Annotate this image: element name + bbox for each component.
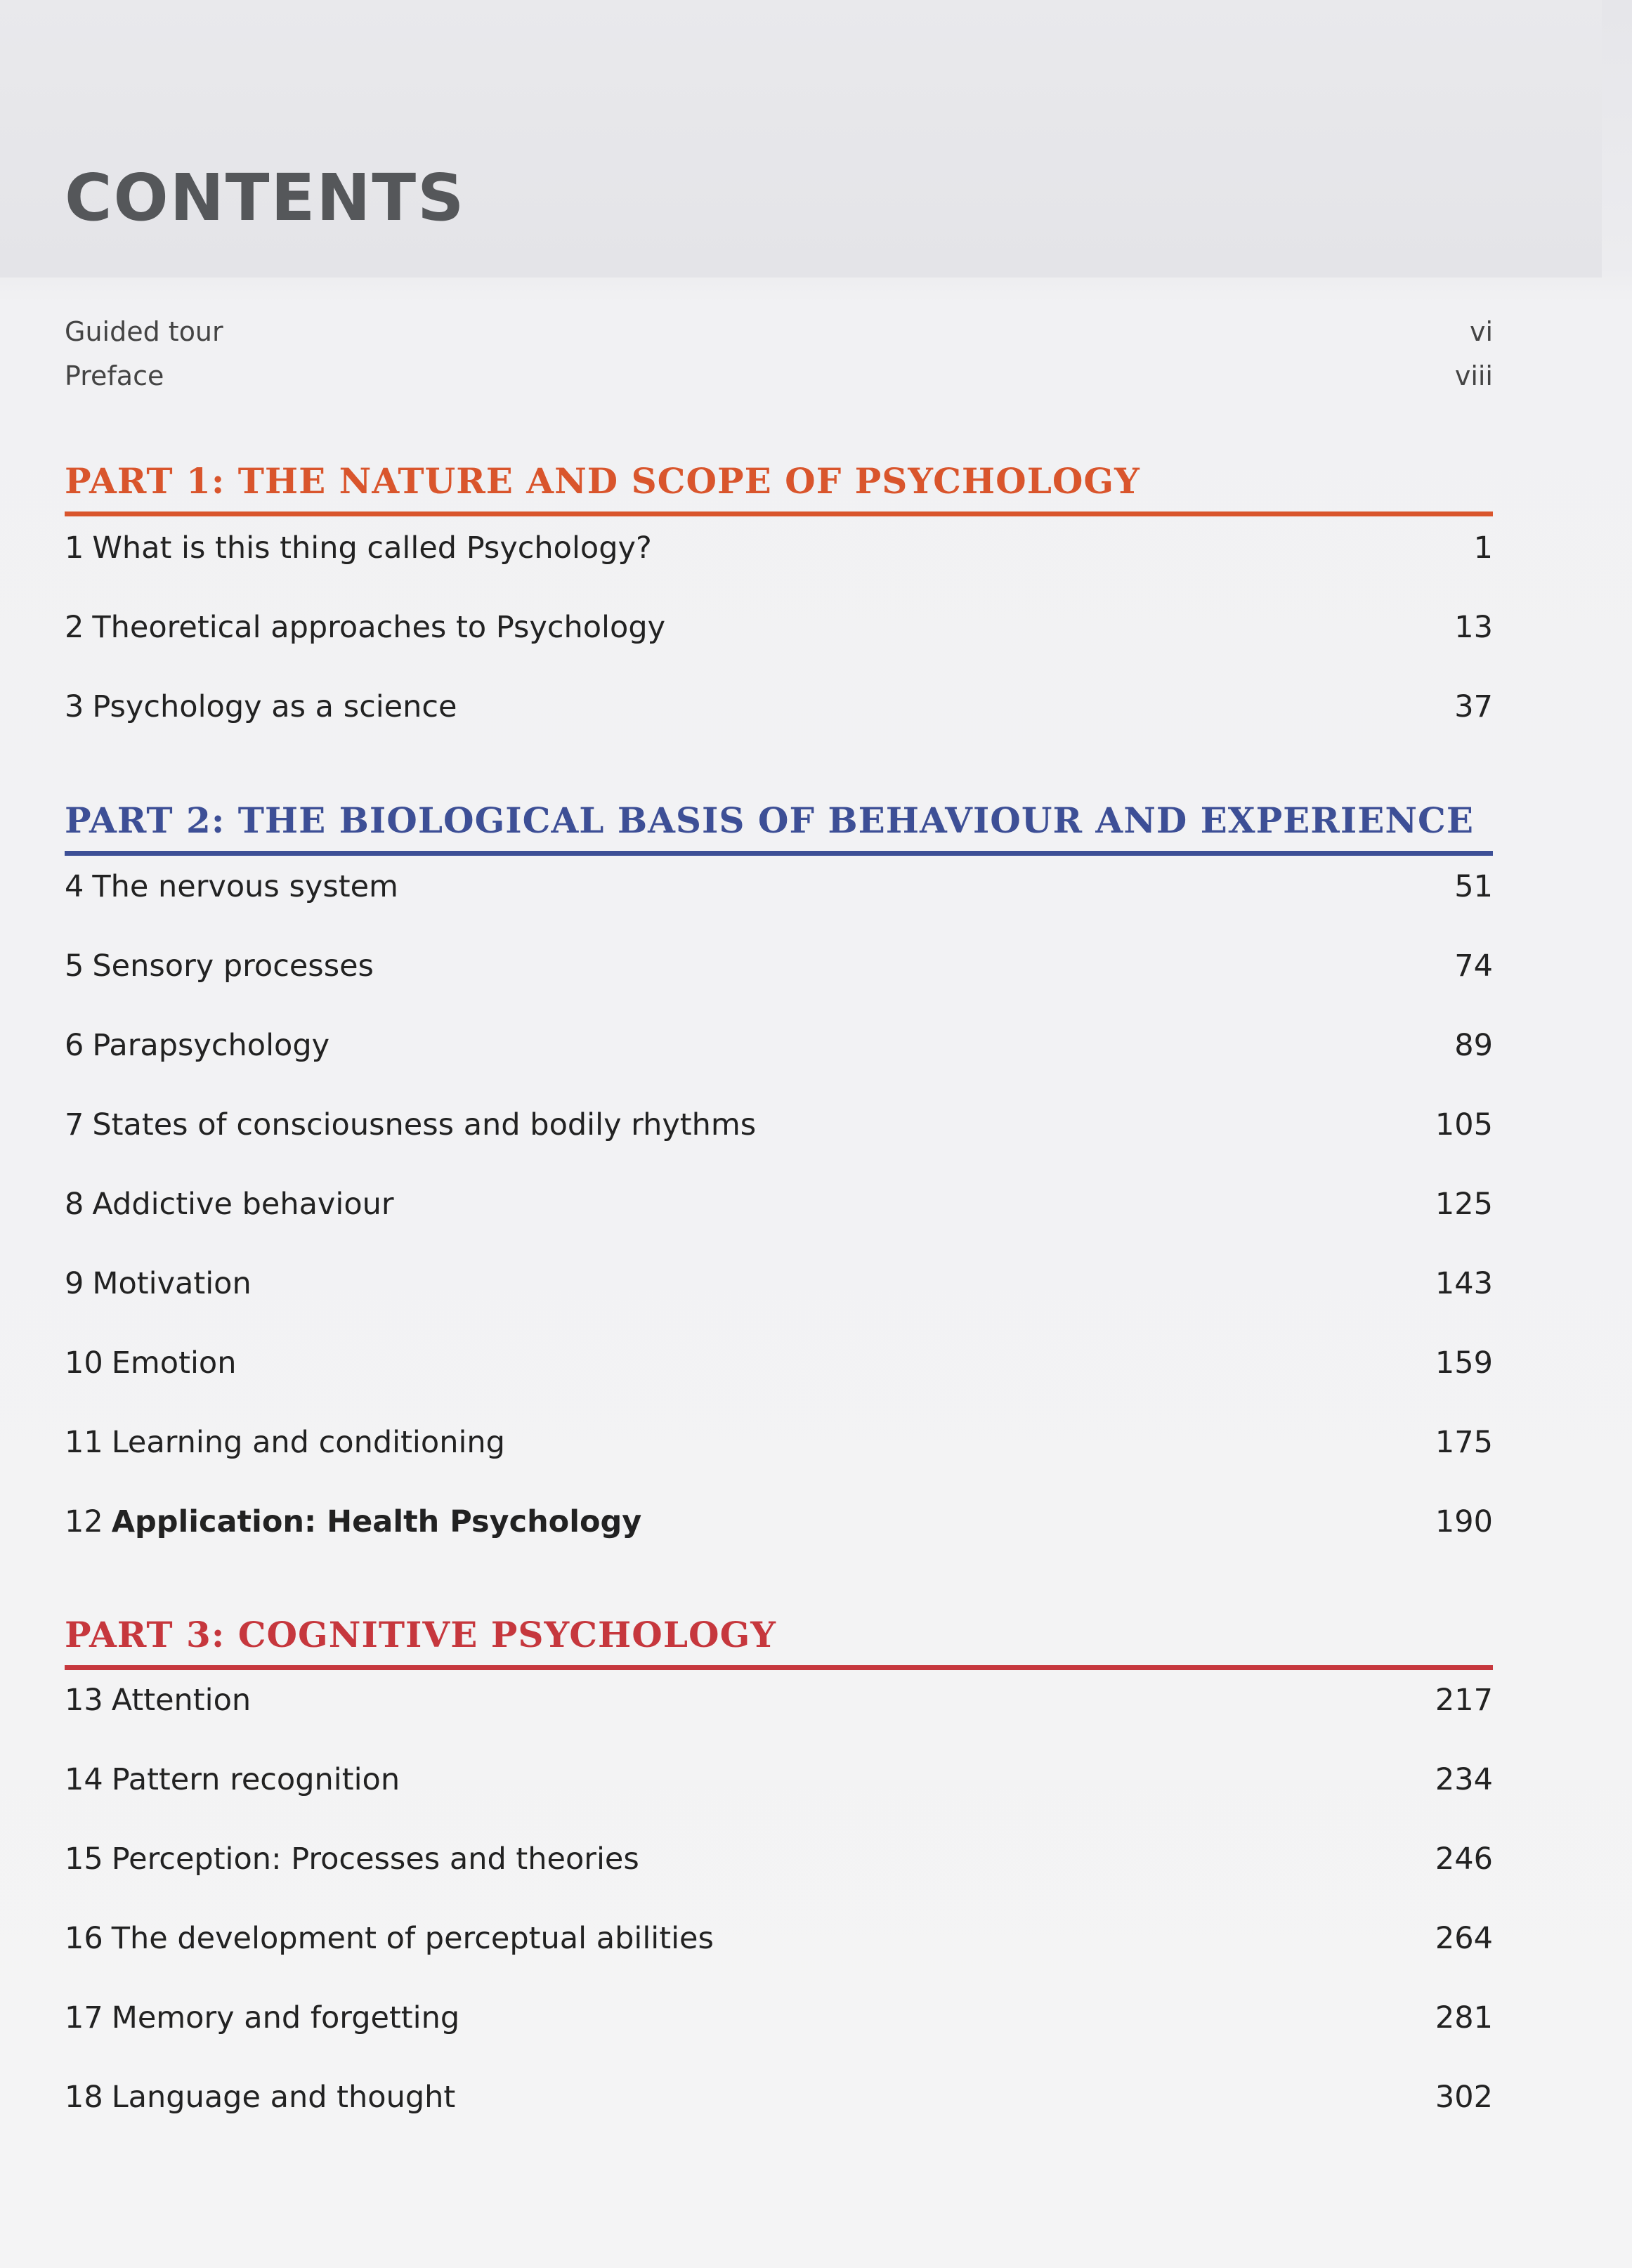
chapter-title: The nervous system (92, 869, 398, 904)
chapter-row[interactable] (65, 1425, 1493, 1504)
chapter-number: 7 (65, 1107, 84, 1142)
chapter-row[interactable] (65, 1762, 1493, 1842)
chapter-row[interactable] (65, 1107, 1493, 1187)
chapter-page: 89 (1454, 1028, 1493, 1063)
part-title: PART 1: THE NATURE AND SCOPE OF PSYCHOLOGY (65, 460, 1140, 502)
chapter-row[interactable] (65, 610, 1493, 689)
chapter-row[interactable] (65, 689, 1493, 769)
chapter-title: Pattern recognition (111, 1762, 400, 1797)
front-matter-page: vi (1469, 316, 1493, 347)
part-3-heading (65, 1614, 1493, 1670)
chapter-row[interactable] (65, 1345, 1493, 1425)
chapter-title: Theoretical approaches to Psychology (92, 610, 666, 645)
chapter-row[interactable] (65, 530, 1493, 610)
chapter-title: Language and thought (111, 2080, 456, 2115)
part-rule (65, 851, 1493, 856)
chapter-row[interactable] (65, 2080, 1493, 2159)
part-rule (65, 1665, 1493, 1670)
part-2-heading (65, 800, 1493, 856)
chapter-number: 12 (65, 1504, 103, 1539)
chapter-number: 3 (65, 689, 84, 724)
part-1-heading (65, 460, 1493, 516)
chapter-number: 10 (65, 1345, 103, 1381)
chapter-page: 246 (1435, 1842, 1493, 1877)
part-title: PART 2: THE BIOLOGICAL BASIS OF BEHAVIOUR AND EXPERIENCE (65, 800, 1474, 841)
part-3-chapter-list (65, 1683, 1493, 2159)
title-band (0, 0, 1602, 278)
chapter-page: 125 (1435, 1187, 1493, 1222)
chapter-number: 16 (65, 1921, 103, 1956)
chapter-title: Memory and forgetting (111, 2000, 460, 2035)
chapter-number: 9 (65, 1266, 84, 1301)
chapter-page: 217 (1435, 1683, 1493, 1718)
chapter-title: States of consciousness and bodily rhythms (92, 1107, 757, 1142)
chapter-row[interactable] (65, 1266, 1493, 1345)
chapter-number: 14 (65, 1762, 103, 1797)
front-matter-page: viii (1454, 360, 1493, 391)
chapter-page: 175 (1435, 1425, 1493, 1460)
chapter-title: Emotion (111, 1345, 237, 1381)
chapter-number: 6 (65, 1028, 84, 1063)
chapter-title: Application: Health Psychology (111, 1504, 642, 1539)
front-matter-preface[interactable] (65, 360, 1493, 391)
page-title: CONTENTS (65, 160, 466, 235)
chapter-number: 13 (65, 1683, 103, 1718)
chapter-page: 74 (1454, 949, 1493, 984)
chapter-row[interactable] (65, 1504, 1493, 1584)
chapter-page: 13 (1454, 610, 1493, 645)
chapter-page: 302 (1435, 2080, 1493, 2115)
chapter-number: 5 (65, 949, 84, 984)
chapter-number: 2 (65, 610, 84, 645)
chapter-title: Psychology as a science (92, 689, 457, 724)
chapter-number: 11 (65, 1425, 103, 1460)
chapter-title: Attention (111, 1683, 252, 1718)
chapter-page: 105 (1435, 1107, 1493, 1142)
chapter-number: 18 (65, 2080, 103, 2115)
part-rule (65, 511, 1493, 516)
chapter-title: The development of perceptual abilities (111, 1921, 714, 1956)
chapter-title: Parapsychology (92, 1028, 330, 1063)
chapter-number: 4 (65, 869, 84, 904)
chapter-number: 8 (65, 1187, 84, 1222)
chapter-page: 190 (1435, 1504, 1493, 1539)
chapter-row[interactable] (65, 1921, 1493, 2000)
chapter-row[interactable] (65, 869, 1493, 949)
part-1-chapter-list (65, 530, 1493, 769)
front-matter-label: Preface (65, 360, 164, 391)
front-matter-label: Guided tour (65, 316, 223, 347)
chapter-row[interactable] (65, 1842, 1493, 1921)
chapter-page: 1 (1473, 530, 1493, 566)
chapter-page: 234 (1435, 1762, 1493, 1797)
chapter-title: Sensory processes (92, 949, 374, 984)
part-2-chapter-list (65, 869, 1493, 1584)
chapter-page: 37 (1454, 689, 1493, 724)
chapter-number: 1 (65, 530, 84, 566)
chapter-row[interactable] (65, 1028, 1493, 1107)
chapter-page: 159 (1435, 1345, 1493, 1381)
chapter-title: Addictive behaviour (92, 1187, 394, 1222)
chapter-page: 264 (1435, 1921, 1493, 1956)
chapter-title: Learning and conditioning (111, 1425, 505, 1460)
chapter-page: 281 (1435, 2000, 1493, 2035)
chapter-row[interactable] (65, 1683, 1493, 1762)
chapter-title: What is this thing called Psychology? (92, 530, 652, 566)
front-matter-guided-tour[interactable] (65, 316, 1493, 347)
chapter-number: 15 (65, 1842, 103, 1877)
chapter-row[interactable] (65, 949, 1493, 1028)
chapter-page: 51 (1454, 869, 1493, 904)
chapter-row[interactable] (65, 2000, 1493, 2080)
chapter-page: 143 (1435, 1266, 1493, 1301)
part-title: PART 3: COGNITIVE PSYCHOLOGY (65, 1614, 776, 1655)
chapter-number: 17 (65, 2000, 103, 2035)
chapter-row[interactable] (65, 1187, 1493, 1266)
chapter-title: Motivation (92, 1266, 252, 1301)
chapter-title: Perception: Processes and theories (111, 1842, 639, 1877)
